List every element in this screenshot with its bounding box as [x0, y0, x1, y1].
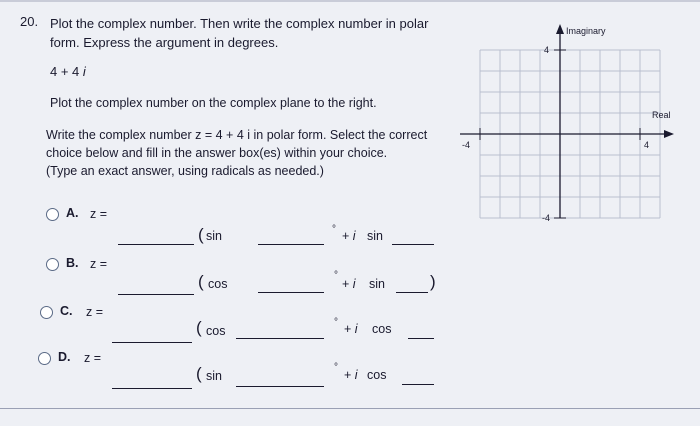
real-axis-label: Real: [652, 110, 671, 120]
choice-c-fn2: cos: [372, 322, 392, 336]
top-divider: [0, 0, 700, 2]
choice-c-plus-i: [344, 322, 358, 336]
choice-d-i: i: [354, 368, 358, 382]
imaginary-axis-arrow-icon: [556, 24, 564, 34]
choice-a-angle2-box[interactable]: [392, 244, 434, 245]
choice-d-letter: D.: [58, 350, 71, 364]
choice-c-z-label: z =: [86, 305, 104, 319]
bottom-divider: [0, 408, 700, 409]
choice-c-angle1-box[interactable]: [236, 338, 324, 339]
choice-d-fn1: sin: [206, 369, 222, 383]
imaginary-axis-label: Imaginary: [566, 26, 606, 36]
choice-b-fn1: cos: [208, 277, 228, 291]
choice-a-degree: °: [332, 224, 336, 235]
instruction-write: [46, 126, 446, 180]
choice-b-angle2-box[interactable]: [396, 292, 428, 293]
choice-c-plus: +: [344, 322, 352, 336]
expression-real: 4 + 4: [50, 64, 80, 79]
choice-d-plus-i: [344, 368, 358, 382]
choice-a-plus-i: [342, 229, 356, 243]
choice-d-plus: +: [344, 368, 352, 382]
choice-a-angle1-box[interactable]: [258, 244, 324, 245]
choice-d-degree: °: [334, 362, 338, 373]
choice-b-modulus-box[interactable]: [118, 294, 194, 295]
choice-a-fn1: sin: [206, 229, 222, 243]
choice-c-radio[interactable]: [40, 306, 53, 319]
choice-b-close-paren: ): [430, 272, 436, 291]
choice-a-fn2: sin: [367, 229, 383, 243]
complex-expression: [50, 64, 86, 79]
complex-plane[interactable]: [460, 22, 680, 232]
choice-c-modulus-box[interactable]: [112, 342, 192, 343]
choice-c-open-paren: (: [196, 318, 202, 337]
instruction-note: (Type an exact answer, using radicals as needed.): [46, 164, 324, 178]
choice-c-angle2-box[interactable]: [408, 338, 434, 339]
choice-d-radio[interactable]: [38, 352, 51, 365]
choice-c-i: i: [354, 322, 358, 336]
complex-plane-svg[interactable]: [460, 22, 680, 232]
choice-c-letter: C.: [60, 304, 73, 318]
choice-b-fn2: sin: [369, 277, 385, 291]
choice-b-plus: +: [342, 277, 350, 291]
instruction-write-text: Write the complex number z = 4 + 4 i in polar form. Select the correct choice below and fill in the answer box(es) within your choice.: [46, 128, 428, 160]
choice-b-letter: B.: [66, 256, 79, 270]
choice-c-degree: °: [334, 317, 338, 328]
expression-imag-unit: i: [82, 64, 86, 79]
choice-b-degree: °: [334, 270, 338, 281]
choice-b-open-paren: (: [198, 272, 204, 291]
choice-c-fn1: cos: [206, 324, 226, 338]
choice-a-plus: +: [342, 229, 350, 243]
real-max-label: 4: [644, 140, 650, 150]
choice-d-z-label: z =: [84, 351, 102, 365]
question-text: Plot the complex number. Then write the complex number in polar form. Express the argument in degrees.: [50, 16, 429, 50]
choice-d-modulus-box[interactable]: [112, 388, 192, 389]
choice-d-open-paren: (: [196, 364, 202, 383]
imag-min-label: -4: [542, 213, 551, 223]
real-min-label: -4: [462, 140, 471, 150]
choice-a-z-label: z =: [90, 207, 108, 221]
imag-max-label: 4: [544, 45, 550, 55]
real-axis-arrow-icon: [664, 130, 674, 138]
choice-a-radio[interactable]: [46, 208, 59, 221]
choice-a-modulus-box[interactable]: [118, 244, 194, 245]
choice-b-plus-i: [342, 277, 356, 291]
choice-a-open-paren: (: [198, 225, 204, 244]
choice-b-i: i: [352, 277, 356, 291]
choice-a-i: i: [352, 229, 356, 243]
choice-b-radio[interactable]: [46, 258, 59, 271]
choice-d-angle2-box[interactable]: [402, 384, 434, 385]
choice-d-angle1-box[interactable]: [236, 386, 324, 387]
choice-b-z-label: z =: [90, 257, 108, 271]
instruction-plot: Plot the complex number on the complex plane to the right.: [50, 96, 377, 110]
question-number: 20.: [20, 14, 39, 29]
choice-a-letter: A.: [66, 206, 79, 220]
choice-d-fn2: cos: [367, 368, 387, 382]
choice-b-angle1-box[interactable]: [258, 292, 324, 293]
